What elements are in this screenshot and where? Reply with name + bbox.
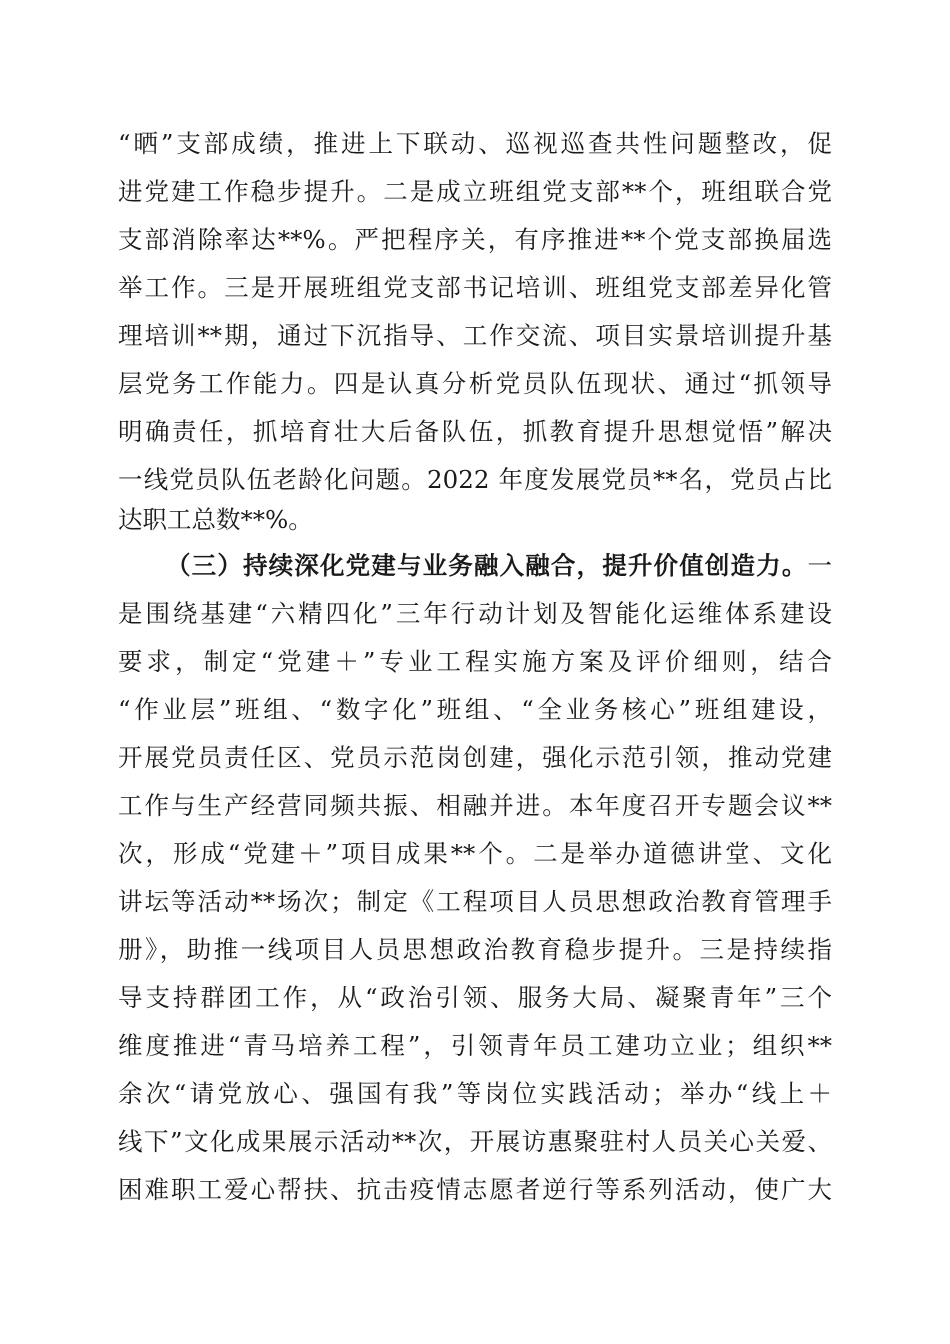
paragraph-line: 要求，制定“党建＋”专业工程实施方案及评价细则，结合 xyxy=(118,647,832,676)
paragraph-line: 困难职工爱心帮扶、抗击疫情志愿者逆行等系列活动，使广大 xyxy=(118,1175,832,1204)
paragraph-line: 次，形成“党建＋”项目成果**个。二是举办道德讲堂、文化 xyxy=(118,839,832,868)
paragraph-line: 达职工总数**%。 xyxy=(118,505,313,534)
paragraph-line: “晒”支部成绩，推进上下联动、巡视巡查共性问题整改，促 xyxy=(118,129,832,158)
paragraph-line: 层党务工作能力。四是认真分析党员队伍现状、通过“抓领导 xyxy=(118,369,832,398)
paragraph-line: 余次“请党放心、强国有我”等岗位实践活动；举办“线上＋ xyxy=(118,1079,832,1108)
paragraph-line: 是围绕基建“六精四化”三年行动计划及智能化运维体系建设 xyxy=(118,599,832,628)
paragraph-line: 进党建工作稳步提升。二是成立班组党支部**个，班组联合党 xyxy=(118,177,832,206)
paragraph-line: 举工作。三是开展班组党支部书记培训、班组党支部差异化管 xyxy=(118,273,832,302)
paragraph-line: 支部消除率达**%。严把程序关，有序推进**个党支部换届选 xyxy=(118,225,832,254)
paragraph-line: 明确责任，抓培育壮大后备队伍，抓教育提升思想觉悟”解决 xyxy=(118,417,832,446)
paragraph-line: 讲坛等活动**场次；制定《工程项目人员思想政治教育管理手 xyxy=(118,887,832,916)
heading-tail: 一 xyxy=(807,551,832,580)
paragraph-line: “作业层”班组、“数字化”班组、“全业务核心”班组建设， xyxy=(118,695,832,724)
paragraph-line: 导支持群团工作，从“政治引领、服务大局、凝聚青年”三个 xyxy=(118,983,832,1012)
paragraph-line: 工作与生产经营同频共振、相融并进。本年度召开专题会议** xyxy=(118,791,832,820)
paragraph-line: 维度推进“青马培养工程”，引领青年员工建功立业；组织** xyxy=(118,1031,832,1060)
paragraph-line: 册》，助推一线项目人员思想政治教育稳步提升。三是持续指 xyxy=(118,935,832,964)
paragraph-line: 一线党员队伍老龄化问题。2022 年度发展党员**名，党员占比 xyxy=(118,465,832,494)
section-heading-line xyxy=(166,546,832,586)
paragraph-line: 理培训**期，通过下沉指导、工作交流、项目实景培训提升基 xyxy=(118,321,832,350)
section-heading: （三）持续深化党建与业务融入融合，提升价值创造力。 xyxy=(166,551,808,580)
paragraph-line: 开展党员责任区、党员示范岗创建，强化示范引领，推动党建 xyxy=(118,743,832,772)
paragraph-line: 线下”文化成果展示活动**次，开展访惠聚驻村人员关心关爱、 xyxy=(118,1127,832,1156)
